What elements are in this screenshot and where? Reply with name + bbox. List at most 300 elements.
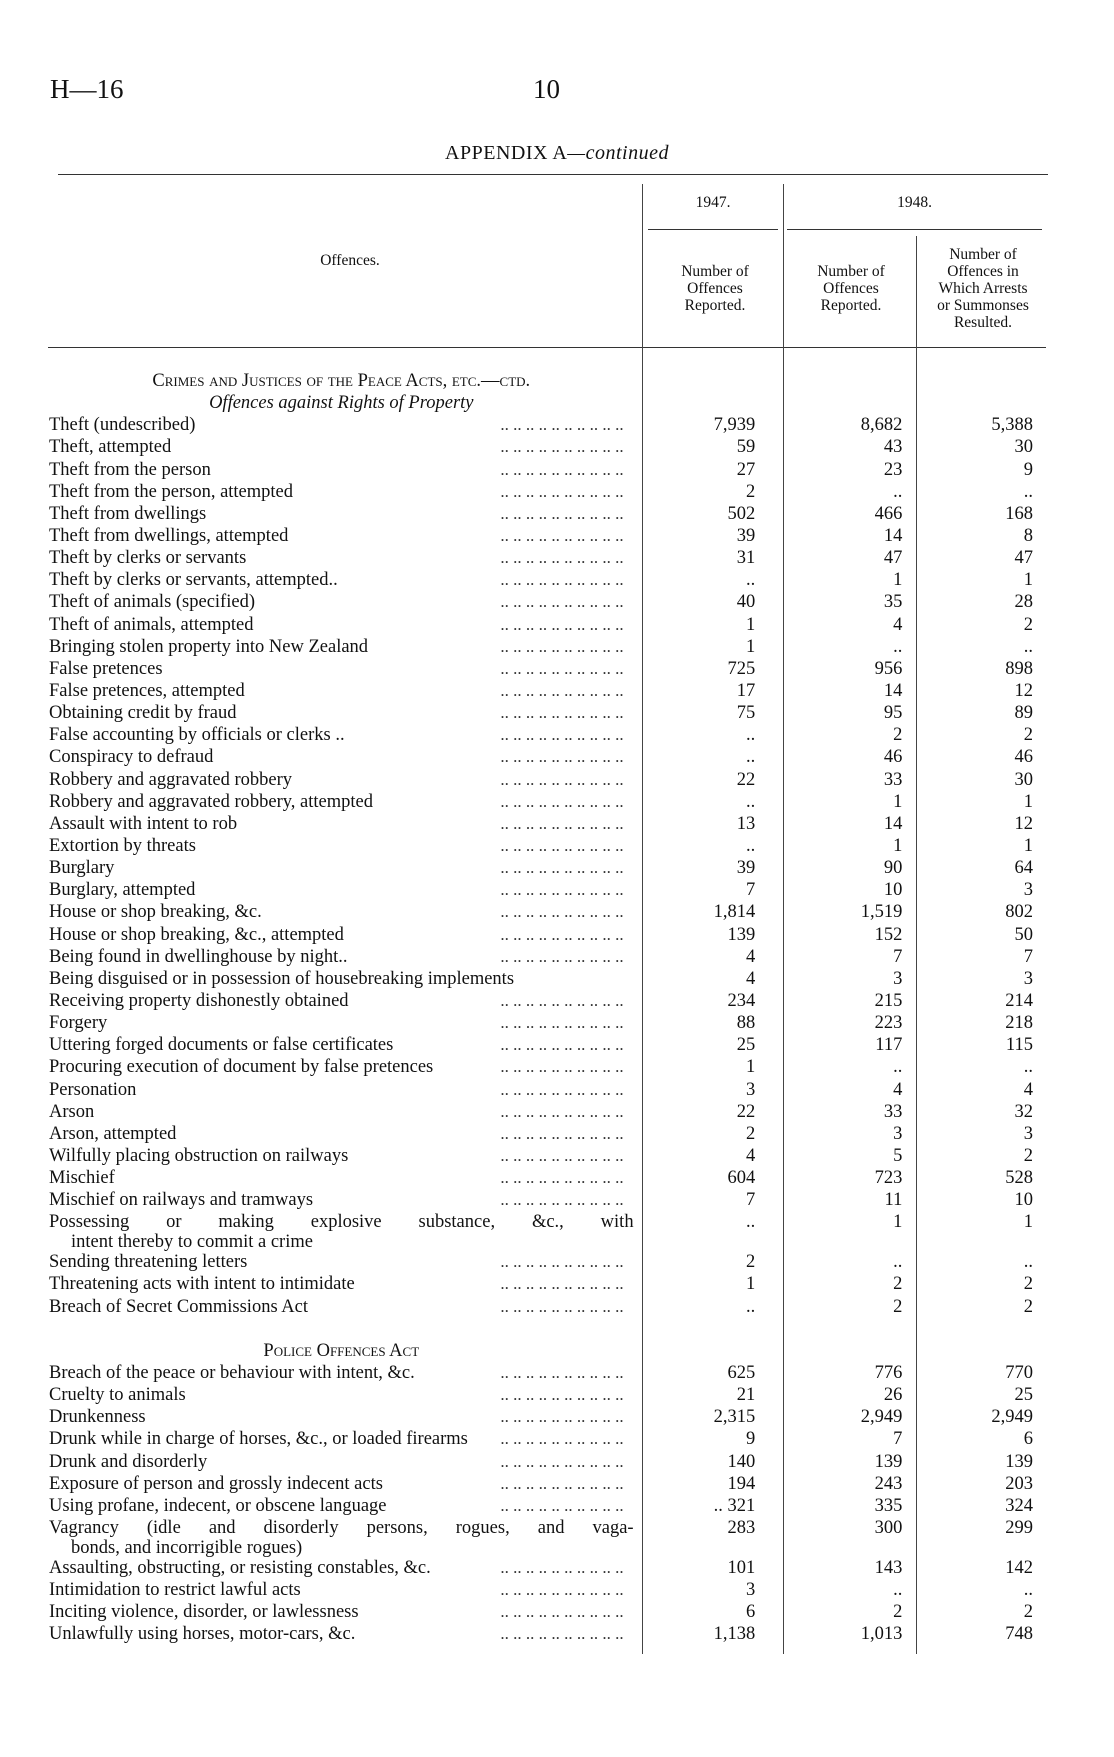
offence-cell <box>49 1124 634 1146</box>
arrests-1948-cell: 748 <box>1005 1624 1033 1645</box>
dot-leader: .. .. .. .. .. .. .. .. .. .. <box>500 658 624 678</box>
offence-label: Drunk while in charge of horses, &c., or loaded firearms <box>49 1429 471 1449</box>
reported-1948-cell: 14 <box>883 813 903 834</box>
reported-1947-cell: 7,939 <box>713 415 756 436</box>
arrests-1948-cell: 1 <box>1023 570 1033 591</box>
dot-leader: .. .. .. .. .. .. .. .. .. .. <box>500 1363 624 1383</box>
reported-1947-cell: 3 <box>745 1580 756 1601</box>
reported-1947-cell: 625 <box>727 1363 756 1384</box>
offence-cell <box>49 814 634 836</box>
arrests-1948-cell: 324 <box>1005 1495 1033 1516</box>
arrests-1948-cell: 46 <box>1014 747 1033 768</box>
table-row <box>49 681 1045 703</box>
arrests-1948-cell: 299 <box>1005 1518 1033 1539</box>
table-row <box>49 1252 1045 1274</box>
reported-1947-cell: .. <box>745 725 756 746</box>
dot-leader: .. .. .. .. .. .. .. .. .. .. <box>500 1274 624 1294</box>
empty-cell <box>49 1319 634 1341</box>
table-row <box>49 858 1045 880</box>
dot-leader: .. .. .. .. .. .. .. .. .. .. <box>500 1035 624 1055</box>
offence-cell <box>49 1580 634 1602</box>
dot-leader: .. .. .. .. .. .. .. .. .. .. <box>500 570 624 590</box>
offence-cell <box>49 770 634 792</box>
offence-label: Theft of animals (specified) <box>49 592 258 612</box>
arrests-1948-cell: 1 <box>1023 791 1033 812</box>
dot-leader: .. .. .. .. .. .. .. .. .. .. <box>500 614 624 634</box>
table-row <box>49 1102 1045 1124</box>
reported-1948-cell: 14 <box>883 680 903 701</box>
arrests-1948-cell: 770 <box>1005 1363 1033 1384</box>
reported-1947-cell: 2 <box>745 1252 756 1273</box>
arrests-1948-cell: .. <box>1023 481 1033 502</box>
offence-label: Personation <box>49 1080 139 1100</box>
arrests-1948-cell: 3 <box>1023 968 1033 989</box>
dot-leader: .. .. .. .. .. .. .. .. .. .. <box>500 835 624 855</box>
dot-leader: .. .. .. .. .. .. .. .. .. .. <box>500 592 624 612</box>
table-row <box>49 747 1045 769</box>
reported-1948-cell: .. <box>893 1580 903 1601</box>
offence-cell <box>49 703 634 725</box>
reported-1948-cell: 90 <box>883 858 903 879</box>
reported-1947-cell: 502 <box>727 503 756 524</box>
reported-1947-cell: 1,138 <box>713 1624 756 1645</box>
reported-1948-cell: 95 <box>883 703 903 724</box>
offence-cell <box>49 747 634 769</box>
arrests-1948-cell: 12 <box>1014 813 1033 834</box>
table-top-rule <box>58 174 1048 175</box>
table-row <box>49 1124 1045 1146</box>
offence-cell <box>49 1624 634 1646</box>
dot-leader: .. .. .. .. .. .. .. .. .. .. <box>500 459 624 479</box>
reported-1948-cell: 152 <box>874 924 903 945</box>
offence-cell <box>49 1212 634 1252</box>
reported-1947-cell: 75 <box>736 703 756 724</box>
reported-1948-cell: 10 <box>883 880 903 901</box>
document-code: H—16 <box>50 74 124 104</box>
arrests-1948-cell: 115 <box>1005 1035 1033 1056</box>
table-row <box>49 991 1045 1013</box>
reported-1947-cell: 234 <box>727 990 756 1011</box>
dot-leader: .. .. .. .. .. .. .. .. .. .. <box>500 1057 624 1077</box>
offence-cell <box>49 482 634 504</box>
reported-1948-cell: 2 <box>893 725 903 746</box>
table-row <box>49 814 1045 836</box>
empty-cell <box>634 393 764 415</box>
table-row <box>49 1363 1045 1385</box>
dot-leader: .. .. .. .. .. .. .. .. .. .. <box>500 1190 624 1210</box>
table-row <box>49 592 1045 614</box>
col1-heading-line: Reported. <box>684 297 746 314</box>
reported-1948-cell: 139 <box>874 1451 903 1472</box>
offence-cell <box>49 858 634 880</box>
table-row <box>49 437 1045 459</box>
offence-cell <box>49 1274 634 1296</box>
subsection-heading: Offences against Rights of Property <box>209 393 474 414</box>
offence-label: Vagrancy (idle and disorderly persons, rogues, and vaga- <box>49 1518 634 1539</box>
dot-leader: .. .. .. .. .. .. .. .. .. .. <box>500 924 624 944</box>
col2-heading <box>786 263 916 314</box>
arrests-1948-cell: 2 <box>1023 614 1033 635</box>
offence-cell <box>49 1407 634 1429</box>
dot-leader: .. .. .. .. .. .. .. .. .. .. <box>500 1473 624 1493</box>
col2-heading-line: Number of <box>817 263 885 280</box>
col3-heading-line: Resulted. <box>953 314 1013 331</box>
reported-1948-cell: 2 <box>893 1274 903 1295</box>
arrests-1948-cell: 30 <box>1014 437 1033 458</box>
table-row <box>49 792 1045 814</box>
offence-cell <box>49 991 634 1013</box>
offence-label: Sending threatening letters <box>49 1252 250 1272</box>
offence-cell <box>49 1429 634 1451</box>
offence-label: Theft by clerks or servants <box>49 548 249 568</box>
table-row <box>49 504 1045 526</box>
offence-label: House or shop breaking, &c. <box>49 902 265 922</box>
offence-cell <box>49 437 634 459</box>
offence-label: Theft by clerks or servants, attempted.. <box>49 570 341 590</box>
dot-leader: .. .. .. .. .. .. .. .. .. .. <box>500 525 624 545</box>
dot-leader: .. .. .. .. .. .. .. .. .. .. <box>500 1013 624 1033</box>
section-heading: Police Offences Act <box>263 1340 420 1361</box>
table-row <box>49 1518 1045 1558</box>
reported-1948-cell: 1,013 <box>860 1624 903 1645</box>
reported-1947-cell: 2 <box>745 481 756 502</box>
offence-cell <box>49 1452 634 1474</box>
reported-1948-cell: 1 <box>893 570 903 591</box>
arrests-1948-cell: 7 <box>1023 946 1033 967</box>
dot-leader: .. .. .. .. .. .. .. .. .. .. <box>500 1407 624 1427</box>
table-row <box>49 836 1045 858</box>
dot-leader: .. .. .. .. .. .. .. .. .. .. <box>500 946 624 966</box>
table-row <box>49 548 1045 570</box>
offence-label: Intimidation to restrict lawful acts <box>49 1580 304 1600</box>
offence-cell <box>49 1297 634 1319</box>
offence-cell <box>49 836 634 858</box>
arrests-1948-cell: 6 <box>1023 1429 1033 1450</box>
table-row <box>49 415 1045 437</box>
arrests-1948-cell: 2 <box>1023 1274 1033 1295</box>
table-row <box>49 902 1045 924</box>
arrests-1948-cell: 2 <box>1023 1296 1033 1317</box>
table-row <box>49 947 1045 969</box>
reported-1947-cell: 88 <box>736 1013 756 1034</box>
offence-label: False pretences, attempted <box>49 681 248 701</box>
reported-1947-cell: 21 <box>736 1385 756 1406</box>
offence-cell <box>49 504 634 526</box>
section-heading-row <box>49 371 1045 393</box>
dot-leader: .. .. .. .. .. .. .. .. .. .. <box>500 858 624 878</box>
dot-leader: .. .. .. .. .. .. .. .. .. .. <box>500 1252 624 1272</box>
arrests-1948-cell: 139 <box>1005 1451 1033 1472</box>
offence-label: Theft from the person <box>49 460 214 480</box>
reported-1948-cell: 1 <box>893 835 903 856</box>
reported-1947-cell: 1 <box>745 1274 756 1295</box>
spacer-row <box>49 1319 1045 1341</box>
reported-1947-cell: 13 <box>736 813 756 834</box>
reported-1948-cell: 43 <box>883 437 903 458</box>
table-row <box>49 460 1045 482</box>
table-row <box>49 1297 1045 1319</box>
dot-leader: .. .. .. .. .. .. .. .. .. .. <box>500 880 624 900</box>
reported-1947-cell: 3 <box>745 1079 756 1100</box>
reported-1947-cell: 4 <box>745 968 756 989</box>
table-row <box>49 1580 1045 1602</box>
offence-label: Possessing or making explosive substance, &c., with <box>49 1212 634 1233</box>
col3-heading <box>918 246 1048 331</box>
table-row <box>49 637 1045 659</box>
dot-leader: .. .. .. .. .. .. .. .. .. .. <box>500 1385 624 1405</box>
reported-1948-cell: 35 <box>883 592 903 613</box>
arrests-1948-cell: 89 <box>1014 703 1033 724</box>
table-row <box>49 1624 1045 1646</box>
table-row <box>49 1496 1045 1518</box>
offence-cell <box>49 1496 634 1518</box>
offence-cell <box>49 659 634 681</box>
arrests-1948-cell: 5,388 <box>991 415 1033 436</box>
offence-cell <box>49 1558 634 1580</box>
table-row <box>49 880 1045 902</box>
reported-1948-cell: 776 <box>874 1363 903 1384</box>
dot-leader: .. .. .. .. .. .. .. .. .. .. <box>500 990 624 1010</box>
table-row <box>49 1429 1045 1451</box>
dot-leader: .. .. .. .. .. .. .. .. .. .. <box>500 813 624 833</box>
appendix-title <box>0 142 1114 165</box>
offence-cell <box>49 792 634 814</box>
header-bottom-rule <box>48 347 1046 348</box>
arrests-1948-cell: 2 <box>1023 1602 1033 1623</box>
reported-1948-cell: 5 <box>893 1145 903 1166</box>
arrests-1948-cell: 8 <box>1023 525 1033 546</box>
empty-cell <box>763 1341 910 1363</box>
offence-cell <box>49 681 634 703</box>
col3-heading-line: Offences in <box>947 263 1019 280</box>
table-row <box>49 1212 1045 1252</box>
reported-1947-cell: 4 <box>745 946 756 967</box>
reported-1948-cell: 23 <box>883 459 903 480</box>
dot-leader: .. .. .. .. .. .. .. .. .. .. <box>500 1079 624 1099</box>
dot-leader: .. .. .. .. .. .. .. .. .. .. <box>500 1296 624 1316</box>
arrests-1948-cell: 528 <box>1005 1168 1033 1189</box>
offence-cell <box>49 570 634 592</box>
table-row <box>49 1168 1045 1190</box>
offence-cell <box>49 925 634 947</box>
offence-label: Robbery and aggravated robbery, attempted <box>49 792 376 812</box>
reported-1948-cell: 4 <box>893 614 903 635</box>
offence-label: Mischief <box>49 1168 118 1188</box>
dot-leader: .. .. .. .. .. .. .. .. .. .. <box>500 415 624 435</box>
dot-leader: .. .. .. .. .. .. .. .. .. .. <box>500 503 624 523</box>
reported-1948-cell: 466 <box>874 503 903 524</box>
arrests-1948-cell: 28 <box>1014 592 1033 613</box>
arrests-1948-cell: 1 <box>1023 1212 1033 1233</box>
reported-1948-cell: .. <box>893 481 903 502</box>
year-1948-heading: 1948. <box>897 194 932 211</box>
table-row <box>49 725 1045 747</box>
arrests-1948-cell: 3 <box>1023 1123 1033 1144</box>
reported-1948-cell: .. <box>893 1252 903 1273</box>
offence-label: Arson, attempted <box>49 1124 179 1144</box>
offence-label: Extortion by threats <box>49 836 199 856</box>
reported-1947-cell: 22 <box>736 1101 756 1122</box>
dot-leader: .. .. .. .. .. .. .. .. .. .. <box>500 1580 624 1600</box>
table-row <box>49 1190 1045 1212</box>
offence-label: Drunkenness <box>49 1407 149 1427</box>
offence-cell <box>49 1474 634 1496</box>
page-number: 10 <box>533 74 560 104</box>
dot-leader: .. .. .. .. .. .. .. .. .. .. <box>500 769 624 789</box>
offence-label: Breach of the peace or behaviour with intent, &c. <box>49 1363 418 1383</box>
reported-1948-cell: 243 <box>874 1473 903 1494</box>
arrests-1948-cell: 1 <box>1023 835 1033 856</box>
reported-1947-cell: 1,814 <box>713 902 756 923</box>
arrests-1948-cell: 2 <box>1023 1145 1033 1166</box>
reported-1947-cell: 4 <box>745 1145 756 1166</box>
table-row <box>49 703 1045 725</box>
reported-1947-cell: 604 <box>727 1168 756 1189</box>
reported-1948-cell: 46 <box>883 747 903 768</box>
year-1947-rule <box>648 229 778 230</box>
arrests-1948-cell: .. <box>1023 1580 1033 1601</box>
arrests-1948-cell: 32 <box>1014 1101 1033 1122</box>
reported-1947-cell: 7 <box>745 880 756 901</box>
reported-1947-cell: 140 <box>727 1451 756 1472</box>
offence-label: Receiving property dishonestly obtained <box>49 991 352 1011</box>
reported-1948-cell: 2 <box>893 1602 903 1623</box>
col1-heading <box>648 263 782 314</box>
offence-label: Theft from the person, attempted <box>49 482 296 502</box>
arrests-1948-cell: 203 <box>1005 1473 1033 1494</box>
dot-leader: .. .. .. .. .. .. .. .. .. .. <box>500 548 624 568</box>
empty-cell <box>910 371 1045 393</box>
reported-1948-cell: .. <box>893 636 903 657</box>
dot-leader: .. .. .. .. .. .. .. .. .. .. <box>500 1495 624 1515</box>
dot-leader: .. .. .. .. .. .. .. .. .. .. <box>500 1558 624 1578</box>
dot-leader: .. .. .. .. .. .. .. .. .. .. <box>500 791 624 811</box>
reported-1947-cell: .. <box>745 835 756 856</box>
offence-cell <box>49 548 634 570</box>
dot-leader: .. .. .. .. .. .. .. .. .. .. <box>500 1168 624 1188</box>
arrests-1948-cell: 168 <box>1005 503 1033 524</box>
arrests-1948-cell: 218 <box>1005 1013 1033 1034</box>
reported-1947-cell: 1 <box>745 636 756 657</box>
reported-1948-cell: 335 <box>874 1495 903 1516</box>
col1-heading-line: Number of <box>681 263 749 280</box>
offence-label: Forgery <box>49 1013 110 1033</box>
offence-label: Being found in dwellinghouse by night.. <box>49 947 351 967</box>
reported-1947-cell: 59 <box>736 437 756 458</box>
table-row <box>49 1146 1045 1168</box>
table-row <box>49 1407 1045 1429</box>
reported-1947-cell: 25 <box>736 1035 756 1056</box>
reported-1948-cell: 223 <box>874 1013 903 1034</box>
table-row <box>49 1474 1045 1496</box>
col2-heading-line: Reported. <box>820 297 882 314</box>
arrests-1948-cell: 30 <box>1014 769 1033 790</box>
offence-label: False accounting by officials or clerks .. <box>49 725 348 745</box>
arrests-1948-cell: 3 <box>1023 880 1033 901</box>
appendix-title-suffix: —continued <box>567 142 669 164</box>
reported-1948-cell: 300 <box>874 1518 903 1539</box>
offence-label: Bringing stolen property into New Zealand <box>49 637 371 657</box>
reported-1947-cell: 7 <box>745 1190 756 1211</box>
offence-label: False pretences <box>49 659 166 679</box>
reported-1948-cell: 215 <box>874 990 903 1011</box>
arrests-1948-cell: 2 <box>1023 725 1033 746</box>
dot-leader: .. .. .. .. .. .. .. .. .. .. <box>500 703 624 723</box>
offences-table-body <box>49 371 1045 1647</box>
reported-1948-cell: 2,949 <box>860 1407 903 1428</box>
offence-label: Theft (undescribed) <box>49 415 198 435</box>
reported-1947-cell: 139 <box>727 924 756 945</box>
offence-label: House or shop breaking, &c., attempted <box>49 925 347 945</box>
reported-1948-cell: 956 <box>874 658 903 679</box>
reported-1948-cell: 26 <box>883 1385 903 1406</box>
table-row <box>49 1057 1045 1079</box>
arrests-1948-cell: 802 <box>1005 902 1033 923</box>
arrests-1948-cell: .. <box>1023 636 1033 657</box>
offence-cell <box>49 1013 634 1035</box>
dot-leader: .. .. .. .. .. .. .. .. .. .. <box>500 636 624 656</box>
offence-cell <box>49 1190 634 1212</box>
dot-leader: .. .. .. .. .. .. .. .. .. .. <box>500 1429 624 1449</box>
offence-cell <box>49 460 634 482</box>
table-row <box>49 770 1045 792</box>
reported-1947-cell: 725 <box>727 658 756 679</box>
reported-1947-cell: 40 <box>736 592 756 613</box>
arrests-1948-cell: 4 <box>1023 1079 1033 1100</box>
offence-cell <box>49 1602 634 1624</box>
reported-1948-cell: 11 <box>884 1190 903 1211</box>
offence-label: Burglary <box>49 858 117 878</box>
empty-cell <box>634 1319 764 1341</box>
arrests-1948-cell: 47 <box>1014 548 1033 569</box>
offence-cell <box>49 1102 634 1124</box>
arrests-1948-cell: 2,949 <box>991 1407 1033 1428</box>
offence-label: Uttering forged documents or false certificates <box>49 1035 396 1055</box>
empty-cell <box>763 393 910 415</box>
dot-leader: .. .. .. .. .. .. .. .. .. .. <box>500 747 624 767</box>
reported-1948-cell: .. <box>893 1057 903 1078</box>
reported-1948-cell: 7 <box>893 946 903 967</box>
reported-1947-cell: 22 <box>736 769 756 790</box>
offence-label: Arson <box>49 1102 97 1122</box>
arrests-1948-cell: 12 <box>1014 680 1033 701</box>
subsection-heading-row <box>49 393 1045 415</box>
offence-label: Obtaining credit by fraud <box>49 703 240 723</box>
reported-1947-cell: .. <box>745 1212 756 1233</box>
table-row <box>49 1452 1045 1474</box>
empty-cell <box>910 1341 1045 1363</box>
reported-1947-cell: 2 <box>745 1123 756 1144</box>
dot-leader: .. .. .. .. .. .. .. .. .. .. <box>500 1123 624 1143</box>
offence-cell <box>49 880 634 902</box>
reported-1947-cell: 194 <box>727 1473 756 1494</box>
empty-cell <box>910 393 1045 415</box>
offence-label-continuation: bonds, and incorrigible rogues) <box>71 1538 303 1559</box>
reported-1947-cell: .. 321 <box>713 1495 756 1516</box>
offence-label: Unlawfully using horses, motor-cars, &c. <box>49 1624 358 1644</box>
offence-label: Robbery and aggravated robbery <box>49 770 295 790</box>
offence-label: Threatening acts with intent to intimidate <box>49 1274 358 1294</box>
appendix-title-main: APPENDIX A <box>445 142 568 164</box>
reported-1948-cell: 1 <box>893 1212 903 1233</box>
offence-cell <box>49 1035 634 1057</box>
offence-cell <box>49 1385 634 1407</box>
arrests-1948-cell: 64 <box>1014 858 1033 879</box>
dot-leader: .. .. .. .. .. .. .. .. .. .. <box>500 1101 624 1121</box>
arrests-1948-cell: .. <box>1023 1057 1033 1078</box>
reported-1947-cell: .. <box>745 1296 756 1317</box>
offence-cell <box>49 415 634 437</box>
